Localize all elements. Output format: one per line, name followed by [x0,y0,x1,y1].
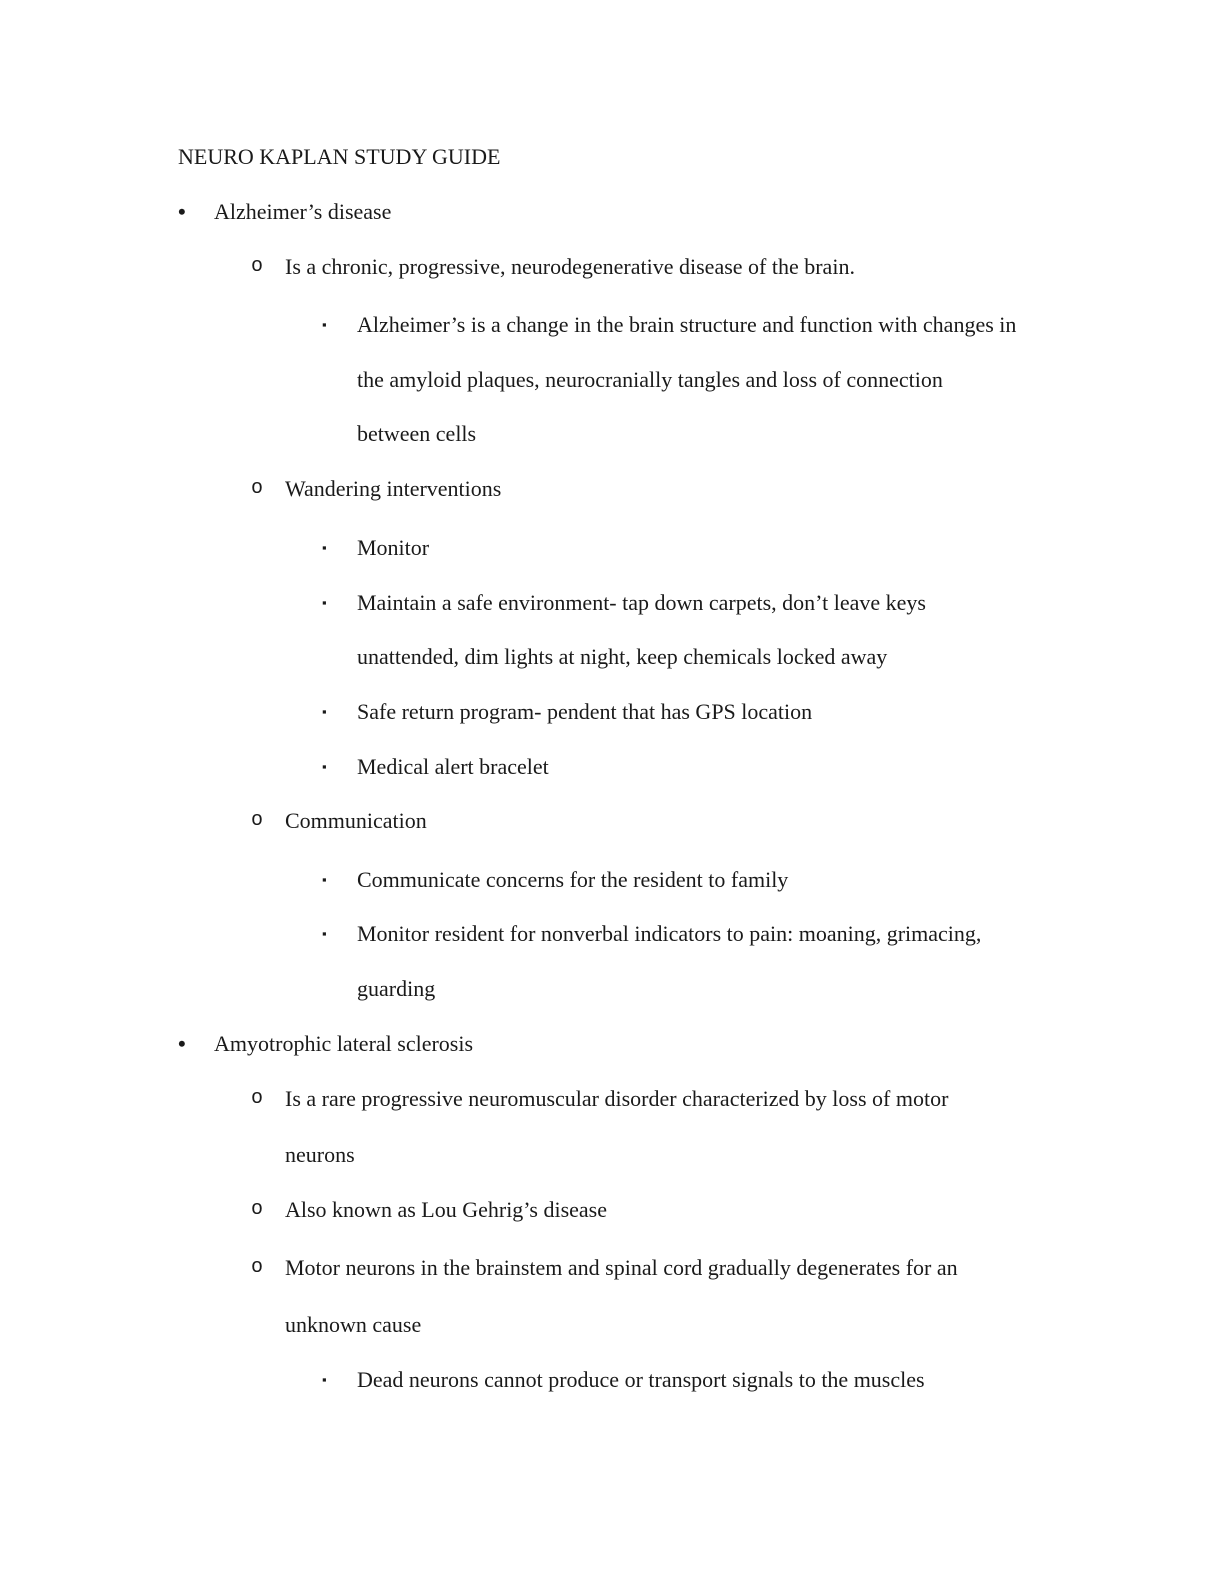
square-bullet-marker: ▪ [322,872,327,887]
detail-line: Dead neurons cannot produce or transport signals to the muscles [357,1367,925,1392]
subitem-text: Communication [285,808,427,833]
detail-line: Monitor [357,535,430,560]
section-heading: Amyotrophic lateral sclerosis [214,1031,474,1056]
detail-line: Communicate concerns for the resident to family [357,867,789,892]
subitem-text: Is a rare progressive neuromuscular disorder characterized by loss of motor [285,1086,949,1111]
document-title: NEURO KAPLAN STUDY GUIDE [178,144,501,169]
bullet-marker: • [178,199,186,224]
bullet-marker: • [178,1031,186,1056]
subitem-text: Also known as Lou Gehrig’s disease [285,1197,608,1222]
detail-line: between cells [357,421,477,446]
circle-bullet-marker: o [251,1256,264,1279]
detail-line: unattended, dim lights at night, keep chemicals locked away [357,644,888,669]
circle-bullet-marker: o [251,809,264,832]
circle-bullet-marker: o [251,255,264,278]
detail-line: Safe return program- pendent that has GPS location [357,699,813,724]
square-bullet-marker: ▪ [322,926,327,941]
detail-line: the amyloid plaques, neurocranially tangles and loss of connection [357,367,943,392]
subitem-text: Motor neurons in the brainstem and spinal cord gradually degenerates for an [285,1255,958,1280]
detail-line: Monitor resident for nonverbal indicators to pain: moaning, grimacing, [357,921,982,946]
subitem-text: unknown cause [285,1312,422,1337]
circle-bullet-marker: o [251,1198,264,1221]
section-heading: Alzheimer’s disease [214,199,392,224]
square-bullet-marker: ▪ [322,540,327,555]
square-bullet-marker: ▪ [322,759,327,774]
subitem-text: Wandering interventions [285,476,502,501]
square-bullet-marker: ▪ [322,595,327,610]
subitem-text: Is a chronic, progressive, neurodegenerative disease of the brain. [285,254,855,279]
circle-bullet-marker: o [251,1087,264,1110]
detail-line: Medical alert bracelet [357,754,549,779]
square-bullet-marker: ▪ [322,1372,327,1387]
square-bullet-marker: ▪ [322,704,327,719]
detail-line: Maintain a safe environment- tap down carpets, don’t leave keys [357,590,926,615]
square-bullet-marker: ▪ [322,317,327,332]
detail-line: Alzheimer’s is a change in the brain structure and function with changes in [357,312,1017,337]
subitem-text: neurons [285,1142,355,1167]
circle-bullet-marker: o [251,477,264,500]
detail-line: guarding [357,976,436,1001]
